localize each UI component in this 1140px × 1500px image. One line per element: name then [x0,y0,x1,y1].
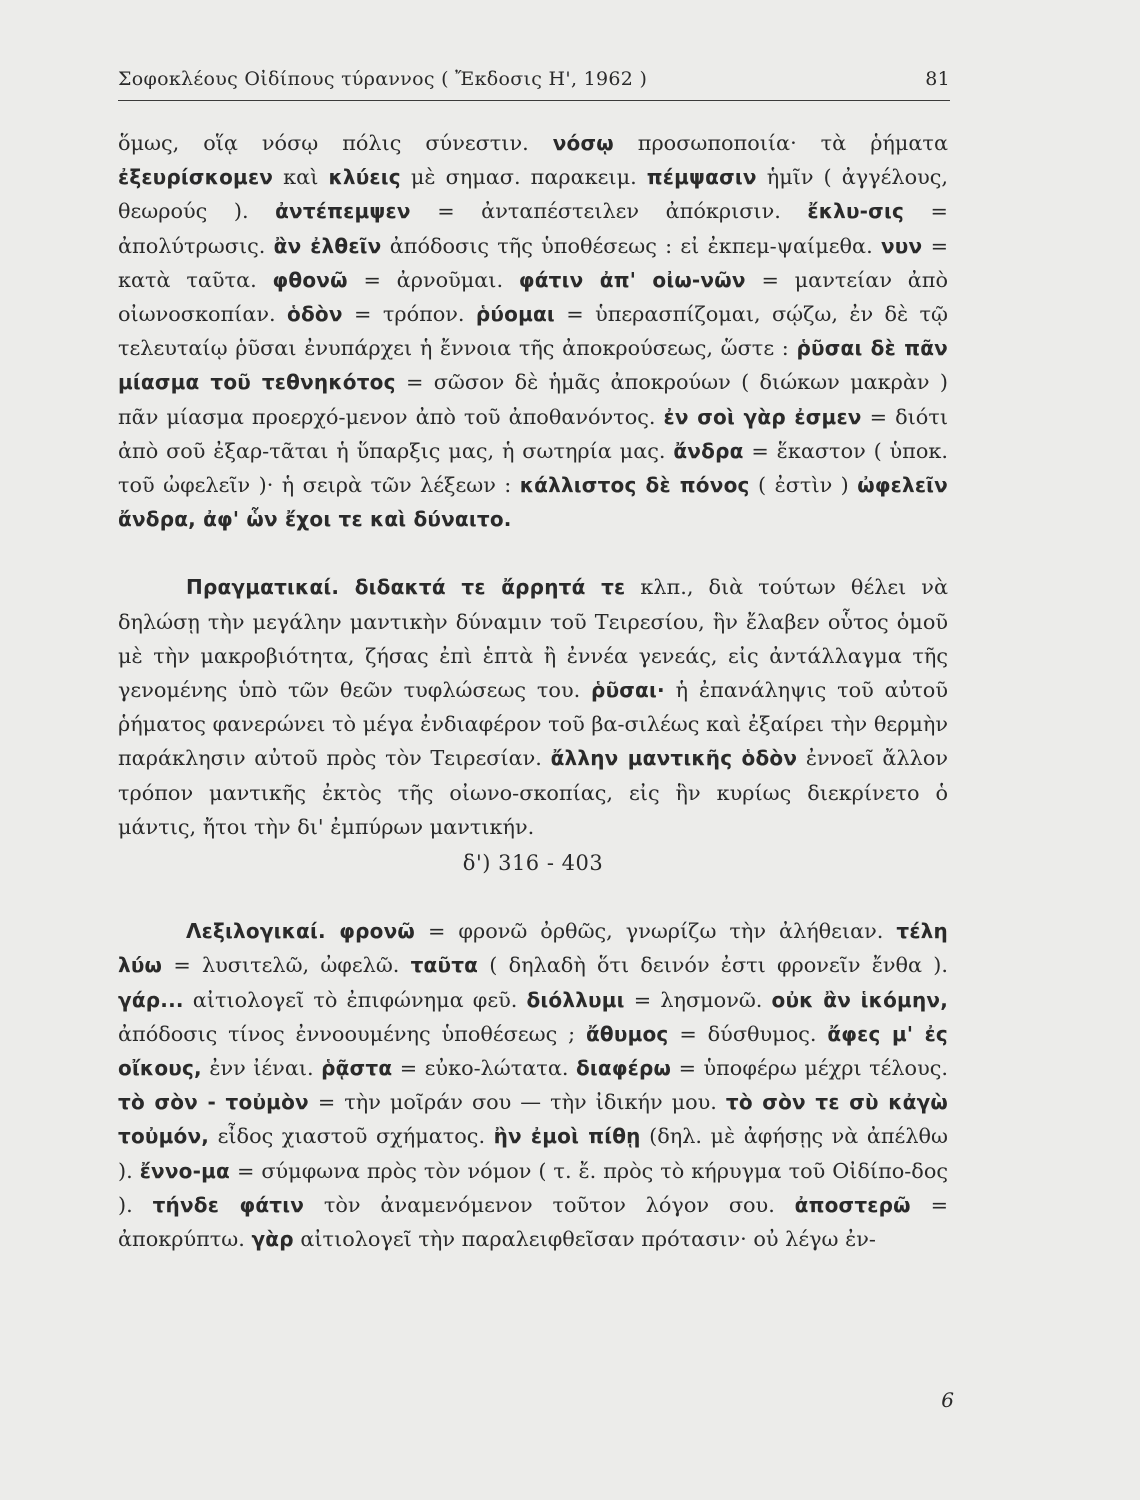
bold-lemma: γάρ... [118,987,184,1012]
text-run: αἰτιολογεῖ τὴν παραλειφθεῖσαν πρότασιν· οὐ λέγω ἐν- [293,1227,876,1252]
bold-lemma: ἔννο-μα [139,1158,230,1183]
bold-lemma: ὁδὸν [287,302,343,327]
running-title: Σοφοκλέους Οἰδίπους τύραννος ( Ἔκδοσις Η', 1962 ) [118,68,648,90]
text-run: = εὐκο-λώτατα. [392,1056,576,1081]
text-run: ἀπόδοσις τίνος ἐννοουμένης ὑποθέσεως ; [118,1021,586,1046]
text-run: = τὴν μοῖράν σου — τὴν ἰδικήν μου. [308,1090,726,1115]
bold-lemma: ἄλλην μαντικῆς ὁδὸν [550,746,798,771]
bold-lemma: ῥύομαι [475,302,555,327]
bold-lemma: Πραγματικαί. διδακτά τε ἄρρητά τε [186,575,626,600]
text-run: = διότι ἀπὸ σοῦ ἐξαρ-τᾶται ἡ ὕπαρξις μας, ἡ σωτηρία μας. [118,404,948,463]
text-run: προσωποποιία· τὰ ῥήματα [613,131,948,155]
bold-lemma: ἄνδρα [673,438,744,463]
bold-lemma: ταῦτα [410,953,479,978]
text-run: ( δηλαδὴ ὅτι δεινόν ἐστι φρονεῖν ἔνθα ). [478,953,948,978]
text-run: = ἀποκρύπτω. [118,1192,949,1252]
bold-lemma: διαφέρω [575,1056,672,1081]
bold-lemma: Λεξιλογικαί. φρονῶ [186,919,416,944]
text-run: (δηλ. μὲ ἀφήσῃς νὰ ἀπέλθω ). [118,1124,948,1183]
text-run: = ὑπερασπίζομαι, σῴζω, ἐν δὲ τῷ τελευταίῳ ῥῦσαι ἐνυπάρχει ἡ ἔννοια τῆς ἀποκρούσεως, ὥστε : [118,302,949,361]
bold-lemma: διόλλυμι [526,987,625,1012]
bold-lemma: ὠφελεῖν ἄνδρα, ἀφ' ὧν ἔχοι τε καὶ δύναιτο. [118,473,948,532]
bold-lemma: τὸ σὸν τε σὺ κἀγὼ τοὐμόν, [118,1090,948,1149]
bold-lemma: κάλλιστος δὲ πόνος [519,473,750,498]
text-run: ἀπόδοσις τῆς ὑποθέσεως : εἰ ἐκπεμ-ψαίμεθα. [381,233,881,258]
signature-mark: 6 [941,1388,954,1412]
text-run: = μαντείαν ἀπὸ οἰωνοσκοπίαν. [118,267,948,327]
text-run: ἐνν ἰέναι. [201,1056,322,1081]
bold-lemma: ῥᾷστα [321,1056,393,1081]
text-run: ἡμῖν ( ἀγγέλους, θεωρούς ). [118,165,949,224]
text-run: = λυσιτελῶ, ὠφελῶ. [162,953,411,978]
page-number: 81 [925,68,950,90]
bold-lemma: τὸ σὸν - τοὐμὸν [118,1090,309,1115]
text-run: = δύσθυμος. [668,1021,828,1046]
bold-lemma: ῥῦσαι δὲ πᾶν μίασμα τοῦ τεθνηκότος [118,336,948,395]
bold-lemma: πέμψασιν [646,165,757,190]
text-run: ( ἐστὶν ) [749,473,858,498]
text-run: = σῶσον δὲ ἡμᾶς ἀποκρούων ( διώκων μακρὰν ) πᾶν μίασμα προερχό-μενον ἀπὸ τοῦ ἀποθανόντος. [118,370,948,429]
bold-lemma: φθονῶ [272,267,348,292]
text-run: καὶ [273,165,329,190]
bold-lemma: ἐξευρίσκομεν [118,165,274,190]
text-run: εἶδος χιαστοῦ σχήματος. [209,1124,494,1149]
section-heading: δ') 316 - 403 [462,851,604,876]
header-rule [118,100,950,101]
text-run: = ἀπολύτρωσις. [118,199,948,258]
text-run: μὲ σημασ. παρακειμ. [400,165,647,190]
text-run: ἡ ἐπανάληψις τοῦ αὐτοῦ ῥήματος φανερώνει τὸ μέγα ἐνδιαφέρον τοῦ βα-σιλέως καὶ ἐξαίρει τὴν θερμὴν παράκλησιν αὐτοῦ πρὸς τὸν Τειρεσίαν. [118,678,948,771]
bold-lemma: ἐν σοὶ γὰρ ἐσμεν [663,404,862,429]
text-run: τὸν ἀναμενόμενον τοῦτον λόγον σου. [304,1192,795,1217]
text-run: = ὑποφέρω μέχρι τέλους. [671,1056,948,1081]
bold-lemma: ῥῦσαι· [591,678,665,703]
text-run: = ἀνταπέστειλεν ἀπόκρισιν. [410,199,808,224]
bold-lemma: ἢν ἐμοὶ πίθῃ [493,1124,641,1149]
bold-lemma: οὐκ ἂν ἱκόμην, [771,987,948,1012]
bold-lemma: ἄφες μ' ἐς οἴκους, [118,1021,948,1081]
bold-lemma: ἀντέπεμψεν [275,199,411,224]
bold-lemma: ἔκλυ-σις [807,199,905,224]
text-run: κλπ., διὰ τούτων θέλει νὰ δηλώσῃ τὴν μεγάλην μαντικὴν δύναμιν τοῦ Τειρεσίου, ἣν ἔλαβεν οὗτος ὁμοῦ μὲ τὴν μακροβιότητα, ζήσας ἐπὶ ἑπτὰ ἢ ἐννέα γενεάς, εἰς ἀντάλλαγμα τῆς γενομένης ὑπὸ τῶν θεῶν τυφλώσεως του. [118,575,948,703]
text-run: = σύμφωνα πρὸς τὸν νόμον ( τ. ἔ. πρὸς τὸ κήρυγμα τοῦ Οἰδίπο-δος ). [118,1158,948,1217]
body-text [118,126,948,1256]
commentary-paragraph-3 [118,914,948,1256]
text-run: = τρόπον. [342,302,476,327]
text-run: = φρονῶ ὀρθῶς, γνωρίζω τὴν ἀλήθειαν. [415,919,897,944]
text-run: = λησμονῶ. [624,987,772,1012]
text-run: ὅμως, οἵᾳ νόσῳ πόλις σύνεστιν. [118,131,553,155]
bold-lemma: φάτιν ἀπ' οἰω-νῶν [518,267,746,292]
running-header [118,68,950,90]
bold-lemma: τέλη λύω [118,919,948,978]
bold-lemma: ἀποστερῶ [794,1192,911,1217]
bold-lemma: νόσῳ [552,131,614,155]
text-run: ἐννοεῖ ἄλλον τρόπον μαντικῆς ἐκτὸς τῆς οἰωνο-σκοπίας, εἰς ἣν κυρίως διεκρίνετο ὁ μάντις, ἤτοι τὴν δι' ἐμπύρων μαντικήν. [118,746,948,839]
bold-lemma: κλύεις [328,165,401,190]
text-run: = ἀρνοῦμαι. [347,267,519,292]
bold-lemma: ἄθυμος [585,1021,669,1046]
bold-lemma: νυν [880,233,923,258]
commentary-paragraph-2 [118,570,948,844]
bold-lemma: γὰρ [251,1227,294,1252]
bold-lemma: τήνδε φάτιν [152,1192,305,1217]
text-run: = ἕκαστον ( ὑποκ. τοῦ ὠφελεῖν )· ἡ σειρὰ τῶν λέξεων : [118,438,948,498]
bold-lemma: ἂν ἐλθεῖν [273,233,382,258]
text-run: αἰτιολογεῖ τὸ ἐπιφώνημα φεῦ. [183,987,527,1012]
commentary-paragraph-1 [118,126,948,536]
text-run: = κατὰ ταῦτα. [118,233,948,292]
